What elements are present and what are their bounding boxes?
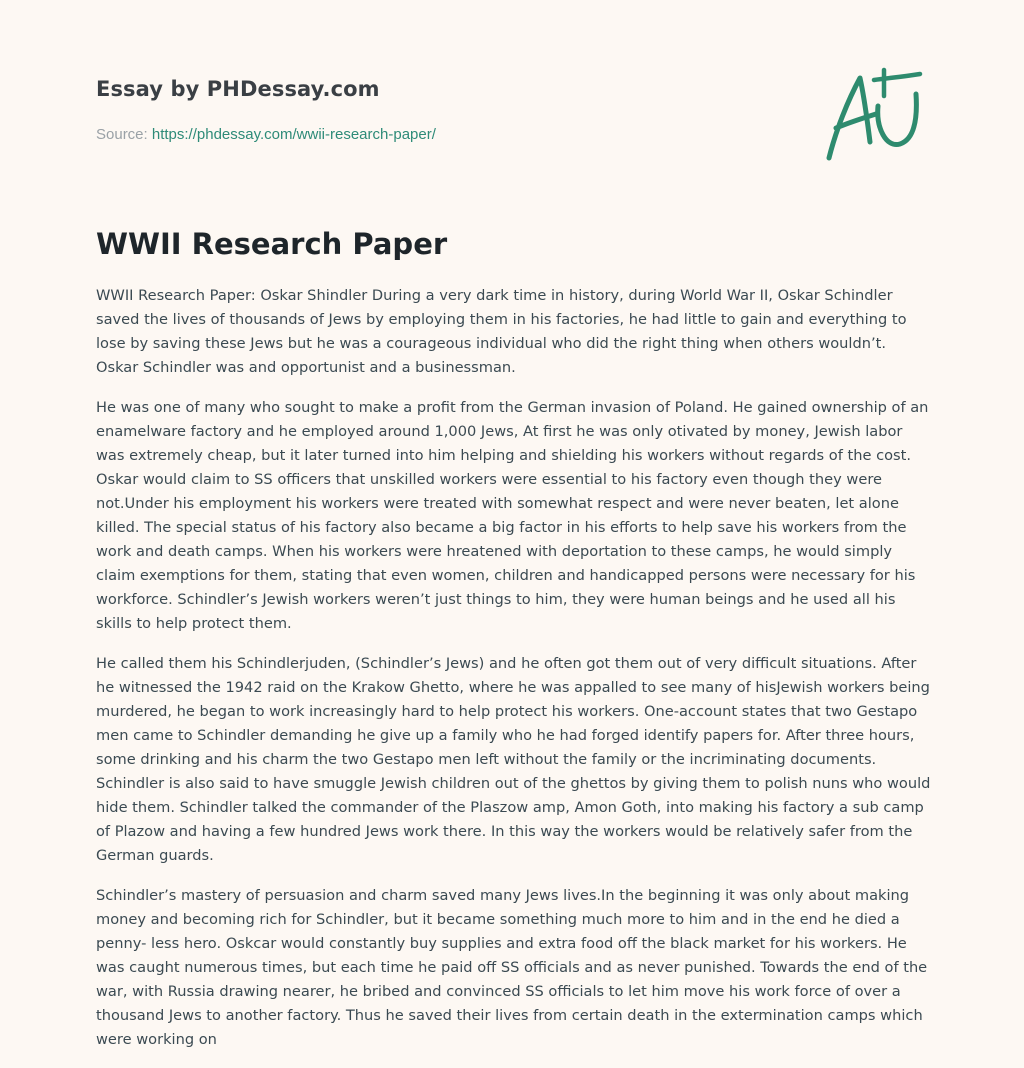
page-header <box>96 74 736 145</box>
a-plus-grade-icon <box>820 66 930 166</box>
source-label: Source: <box>96 126 152 143</box>
article-paragraph: WWII Research Paper: Oskar Shindler During a very dark time in history, during World War II, Oskar Schindler saved the lives of thousands of Jews by employing them in his factories, he had little to gain and everything to lose by saving these Jews but he was a courageous individual who did the right thing when others wouldn’t. Oskar Schindler was and opportunist and a businessman. <box>96 287 907 376</box>
article-body <box>96 284 932 1068</box>
article-paragraph: He was one of many who sought to make a profit from the German invasion of Poland. He gained ownership of an enamelware factory and he employed around 1,000 Jews, At first he was only otivated by money, Jewish labor was extremely cheap, but it later turned into him helping and shielding his workers without regards of the cost. Oskar would claim to SS officers that unskilled workers were essential to his factory even though they were not.Under his employment his workers were treated with somewhat respect and were never beaten, let alone killed. The special status of his factory also became a big factor in his efforts to help save his workers from the work and death camps. When his workers were hreatened with deportation to these camps, he would simply claim exemptions for them, stating that even women, children and handicapped persons were necessary for his workforce. Schindler’s Jewish workers weren’t just things to him, they were human beings and he used all his skills to help protect them. <box>96 399 929 632</box>
article-title: WWII Research Paper <box>96 227 448 261</box>
article-paragraph: Schindler’s mastery of persuasion and charm saved many Jews lives.In the beginning it was only about making money and becoming rich for Schindler, but it became something much more to him and in the end he died a penny- less hero. Oskcar would constantly buy supplies and extra food off the black market for his workers. He was caught numerous times, but each time he paid off SS officials and as never punished. Towards the end of the war, with Russia drawing nearer, he bribed and convinced SS officials to let him move his work force of over a thousand Jews to another factory. Thus he saved their lives from certain death in the extermination camps which were working on <box>96 887 928 1048</box>
source-line <box>96 125 736 145</box>
brand-name: Essay by PHDessay.com <box>96 77 380 101</box>
source-link[interactable]: https://phdessay.com/wwii-research-paper/ <box>151 126 436 143</box>
article-paragraph: He called them his Schindlerjuden, (Schindler’s Jews) and he often got them out of very difficult situations. After he witnessed the 1942 raid on the Krakow Ghetto, where he was appalled to see many of hisJewish workers being murdered, he began to work increasingly hard to help protect his workers. One-account states that two Gestapo men came to Schindler demanding he give up a family who he had forged identify papers for. After three hours, some drinking and his charm the two Gestapo men left without the family or the incriminating documents. Schindler is also said to have smuggle Jewish children out of the ghettos by giving them to polish nuns who would hide them. Schindler talked the commander of the Plaszow amp, Amon Goth, into making his factory a sub camp of Plazow and having a few hundred Jews work there. In this way the workers would be relatively safer from the German guards. <box>96 655 931 864</box>
